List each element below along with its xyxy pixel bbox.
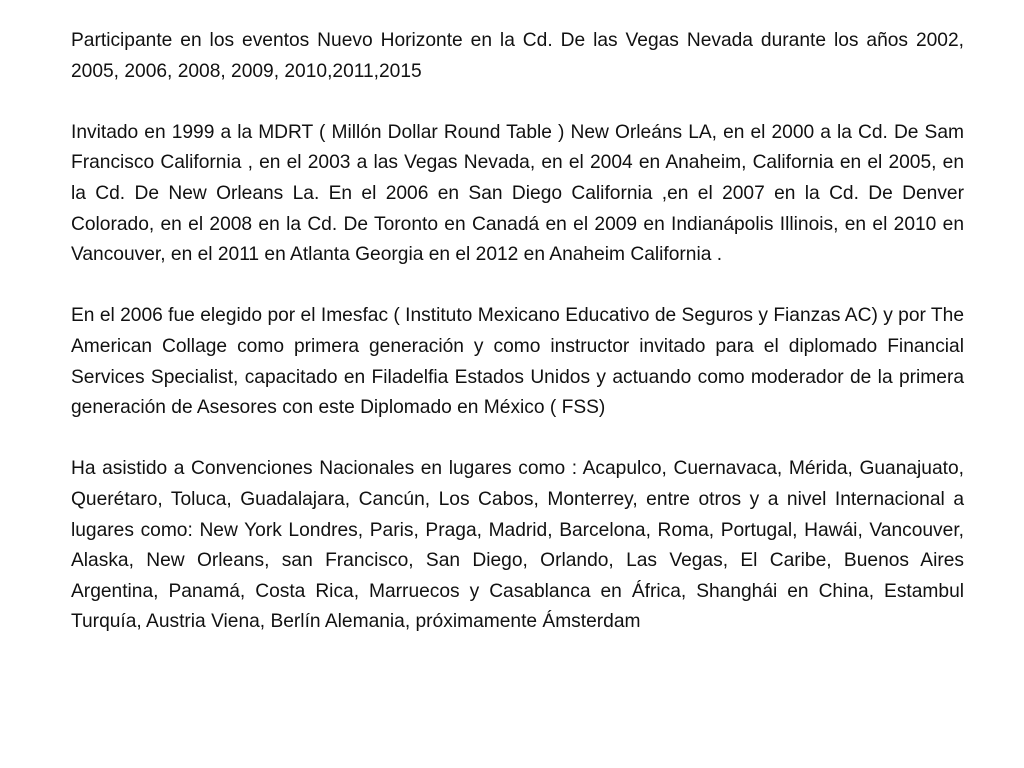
- paragraph-mdrt-invitations: Invitado en 1999 a la MDRT ( Millón Dollar Round Table ) New Orleáns LA, en el 2000 a la Cd. De Sam Francisco California , en el 2003 a las Vegas Nevada, en el 2004 en Anaheim, California en el 2005, en la Cd. De New Orleans La. En el 2006 en San Diego California ,en el 2007 en la Cd. De Denver Colorado, en el 2008 en la Cd. De Toronto en Canadá en el 2009 en Indianápolis Illinois, en el 2010 en Vancouver, en el 2011 en Atlanta Georgia en el 2012 en Anaheim California .: [71, 121, 964, 266]
- paragraph-imesfac-fss: En el 2006 fue elegido por el Imesfac ( Instituto Mexicano Educativo de Seguros y Fianzas AC) y por The American Collage como primera generación y como instructor invitado para el diplomado Financial Services Specialist, capacitado en Filadelfia Estados Unidos y actuando como moderador de la primera generación de Asesores con este Diplomado en México ( FSS): [71, 305, 964, 419]
- paragraph-nuevo-horizonte: Participante en los eventos Nuevo Horizonte en la Cd. De las Vegas Nevada durante los años 2002, 2005, 2006, 2008, 2009, 2010,2011,2015: [71, 30, 964, 82]
- slide-text-body: [71, 26, 964, 638]
- paragraph-conventions: Ha asistido a Convenciones Nacionales en lugares como : Acapulco, Cuernavaca, Mérida, Guanajuato, Querétaro, Toluca, Guadalajara, Cancún, Los Cabos, Monterrey, entre otros y a nivel Internacional a lugares como: New York Londres, Paris, Praga, Madrid, Barcelona, Roma, Portugal, Hawái, Vancouver, Alaska, New Orleans, san Francisco, San Diego, Orlando, Las Vegas, El Caribe, Buenos Aires Argentina, Panamá, Costa Rica, Marruecos y Casablanca en África, Shanghái en China, Estambul Turquía, Austria Viena, Berlín Alemania, próximamente Ámsterdam: [71, 458, 964, 633]
